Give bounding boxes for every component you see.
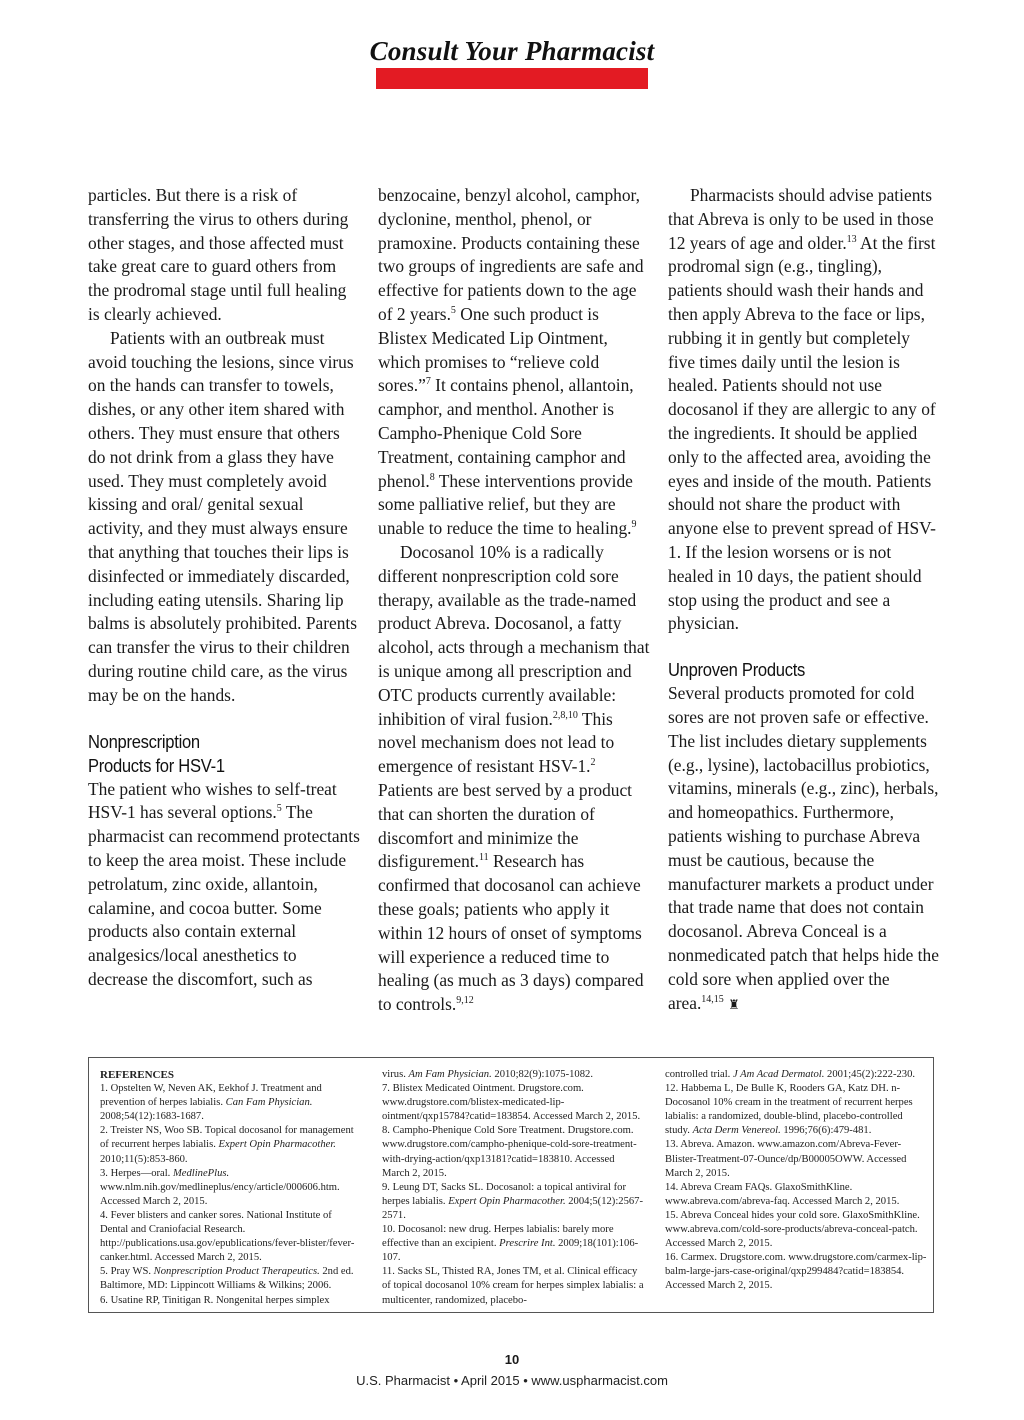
article-column-1 xyxy=(88,184,360,992)
references-column-3 xyxy=(665,1068,927,1294)
paragraph: The patient who wishes to self-treat HSV-1 has several options.$^5$ The pharmacist can recommend protectants to keep the area moist. These include petrolatum, zinc oxide, allantoin, calamine, and cocoa butter. Some products also contain external analgesics/local anesthetics to decrease the discomfort, such as xyxy=(88,778,360,989)
reference-item: 10. Docosanol: new drug. Herpes labialis: barely more effective than an excipient. Prescrire Int. 2009;18(101):106-107. xyxy=(382,1224,639,1264)
reference-item: 6. Usatine RP, Tinitigan R. Nongenital herpes simplex xyxy=(100,1294,330,1306)
references-column-2 xyxy=(382,1068,644,1308)
paragraph: Patients with an outbreak must avoid touching the lesions, since virus on the hands can transfer to towels, dishes, or any other item shared with others. They must ensure that others do not drink from a glass they have used. They must completely avoid kissing and oral/ genital sexual activity, and they must always ensure that anything that touches their lips is disinfected or immediately discarded, including eating utensils. Sharing lip balms is absolutely prohibited. Parents can transfer the virus to their children during routine child care, as the virus may be on the hands. xyxy=(88,327,358,705)
paragraph: benzocaine, benzyl alcohol, camphor, dyclonine, menthol, phenol, or pramoxine. Products containing these two groups of ingredients are safe and effective for patients down to the age of 2 years.$^5$ One such product is Blistex Medicated Lip Ointment, which promises to “relieve cold sores.”$^7$ It contains phenol, allantoin, camphor, and menthol. Another is Campho-Phenique Cold Sore Treatment, containing camphor and phenol.$^8$ These interventions provide some palliative relief, but they are unable to reduce the time to healing.$^9$ xyxy=(378,185,644,539)
reference-item: 12. Habbema L, De Bulle K, Rooders GA, Katz DH. n-Docosanol 10% cream in the treatment of recurrent herpes labialis: a randomized, double-blind, placebo-controlled study. Acta Derm Venereol. 1996;76(6):479-481. xyxy=(665,1083,913,1137)
reference-item: 4. Fever blisters and canker sores. National Institute of Dental and Craniofacial Research. http://publications.usa.gov/epublications/fever-blister/fever-canker.html. Accessed March 2, 2015. xyxy=(100,1209,355,1264)
section-heading-unproven: Unproven Products xyxy=(668,660,806,681)
reference-item: controlled trial. J Am Acad Dermatol. 2001;45(2):222-230. xyxy=(665,1069,916,1080)
references-heading: REFERENCES xyxy=(100,1069,174,1081)
footer-line: U.S. Pharmacist • April 2015 • www.uspharmacist.com xyxy=(356,1373,668,1388)
reference-item: 2. Treister NS, Woo SB. Topical docosanol for management of recurrent herpes labialis. Expert Opin Pharmacother. 2010;11(5):853-860. xyxy=(100,1125,354,1165)
reference-item: virus. Am Fam Physician. 2010;82(9):1075-1082. xyxy=(382,1069,593,1080)
reference-item: 11. Sacks SL, Thisted RA, Jones TM, et al. Clinical efficacy of topical docosanol 10% cream for herpes simplex labialis: a multicenter, randomized, placebo- xyxy=(382,1266,644,1306)
references-box xyxy=(88,1057,934,1313)
reference-item: 5. Pray WS. Nonprescription Product Therapeutics. 2nd ed. Baltimore, MD: Lippincott Williams & Wilkins; 2006. xyxy=(100,1266,354,1292)
reference-item: 16. Carmex. Drugstore.com. www.drugstore.com/carmex-lip-balm-large-jars-case-original/qxp299484?catid=183854. Accessed March 2, 2015. xyxy=(665,1252,927,1292)
header-title: Consult Your Pharmacist xyxy=(369,36,655,66)
paragraph: Docosanol 10% is a radically different nonprescription cold sore therapy, available as the trade-named product Abreva. Docosanol, a fatty alcohol, acts through a mechanism that is unique among all prescription and OTC products currently available: inhibition of viral fusion.$^{2,8,10}$ This novel mechanism does not lead to emergence of resistant HSV-1.$^2$ Patients are best served by a product that can shorten the duration of discomfort and minimize the disfigurement.$^{11}$ Research has confirmed that docosanol can achieve these goals; patients who apply it within 12 hours of onset of symptoms will experience a reduced time to healing (as much as 3 days) compared to controls.$^{9,12}$ xyxy=(378,541,650,1015)
paragraph: particles. But there is a risk of transferring the virus to others during other stages, and those affected must take great care to guard others from the prodromal stage until full healing is clearly achieved. xyxy=(88,185,349,324)
reference-item: 15. Abreva Conceal hides your cold sore. GlaxoSmithKline. www.abreva.com/cold-sore-products/abreva-conceal-patch. Accessed March 2, 2015. xyxy=(665,1209,920,1250)
article-column-3 xyxy=(668,184,940,1016)
section-heading-nonprescription: Nonprescription Products for HSV-1 xyxy=(88,731,225,776)
reference-item: 1. Opstelten W, Neven AK, Eekhof J. Treatment and prevention of herpes labialis. Can Fam Physician. 2008;54(12):1683-1687. xyxy=(100,1083,322,1123)
reference-item: 7. Blistex Medicated Ointment. Drugstore.com. www.drugstore.com/blistex-medicated-lip-ointment/qxp15784?catid=183854. Accessed March 2, 2015. xyxy=(382,1083,641,1123)
reference-item: 3. Herpes—oral. MedlinePlus. www.nlm.nih.gov/medlineplus/ency/article/000606.htm. Accessed March 2, 2015. xyxy=(100,1167,340,1207)
page-header xyxy=(0,36,1024,67)
article-column-2 xyxy=(378,184,650,1017)
header-accent-bar xyxy=(376,68,648,89)
reference-item: 13. Abreva. Amazon. www.amazon.com/Abreva-Fever-Blister-Treatment-07-Ounce/dp/B00005OWW. Accessed March 2, 2015. xyxy=(665,1139,907,1179)
reference-item: 8. Campho-Phenique Cold Sore Treatment. Drugstore.com. www.drugstore.com/campho-phenique-cold-sore-treatment-with-drying-action/qxp13181?catid=183810. Accessed March 2, 2015. xyxy=(382,1125,637,1179)
paragraph: Several products promoted for cold sores are not proven safe or effective. The list includes dietary supplements (e.g., lysine), lactobacillus probiotics, vitamins, minerals (e.g., zinc), herbals, and homeopathics. Furthermore, patients wishing to purchase Abreva must be cautious, because the manufacturer markets a product under that trade name that does not contain docosanol. Abreva Conceal is a nonmedicated patch that helps hide the cold sore when applied over the area.$^{14,15}$ ♜ xyxy=(668,683,939,1013)
references-column-1 xyxy=(100,1068,362,1308)
page-number: 10 xyxy=(504,1352,520,1367)
end-mark-icon: ♜ xyxy=(728,996,740,1012)
reference-item: 9. Leung DT, Sacks SL. Docosanol: a topical antiviral for herpes labialis. Expert Opin Pharmacother. 2004;5(12):2567-2571. xyxy=(382,1181,643,1221)
reference-item: 14. Abreva Cream FAQs. GlaxoSmithKline. www.abreva.com/abreva-faq. Accessed March 2, 2015. xyxy=(665,1181,900,1207)
paragraph: Pharmacists should advise patients that Abreva is only to be used in those 12 years of age and older.$^{13}$ At the first prodromal sign (e.g., tingling), patients should wash their hands and then apply Abreva to the face or lips, rubbing it in gently but completely five times daily until the lesion is healed. Patients should not use docosanol if they are allergic to any of the ingredients. It should be applied only to the affected area, avoiding the eyes and inside of the mouth. Patients should not share the product with anyone else to prevent spread of HSV-1. If the lesion worsens or is not healed in 10 days, the patient should stop using the product and see a physician. xyxy=(668,185,936,634)
